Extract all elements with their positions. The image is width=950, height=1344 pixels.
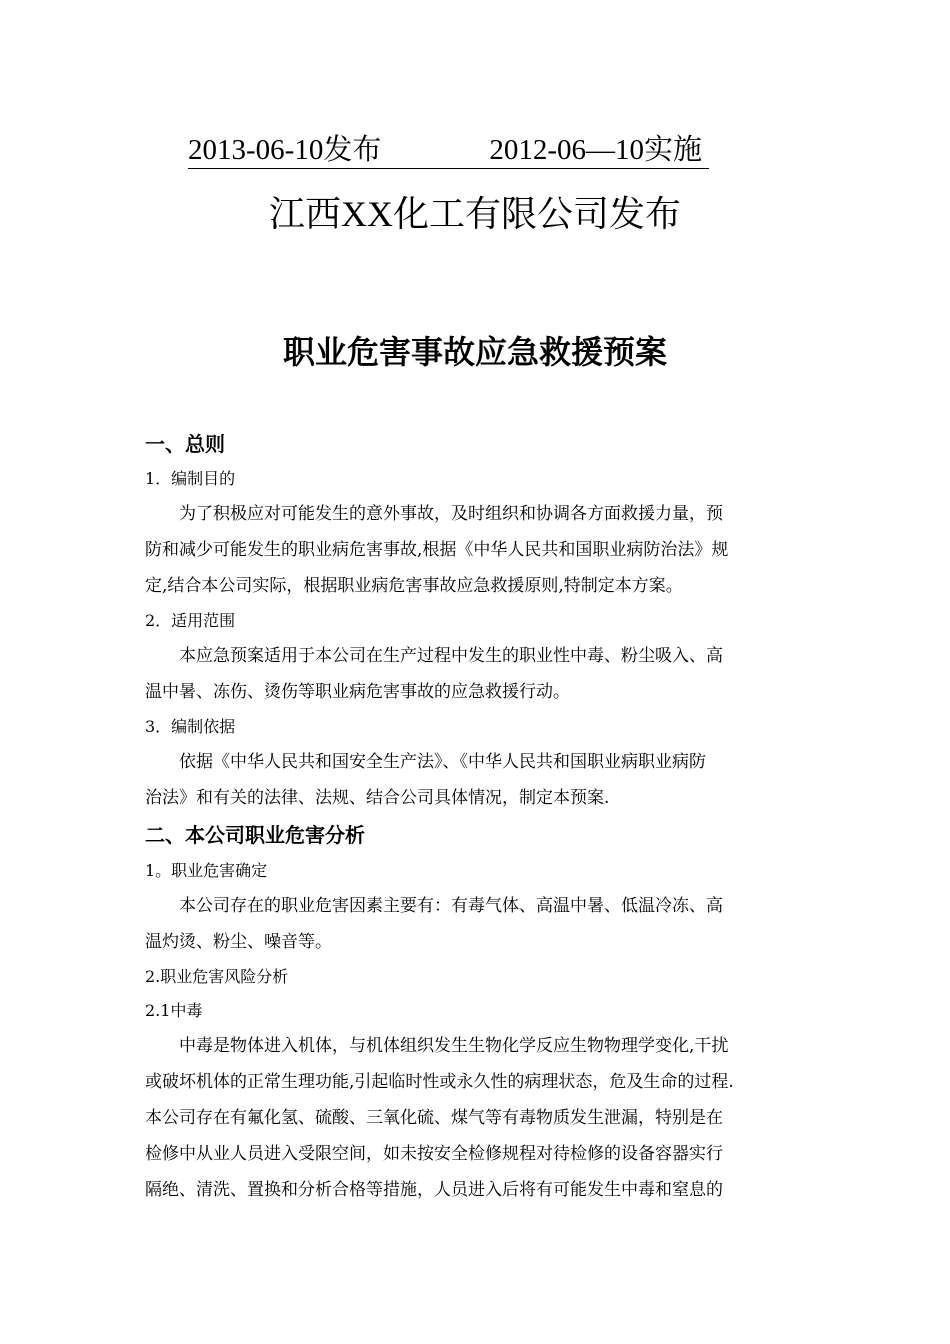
- paragraph-line: 温中暑、冻伤、烫伤等职业病危害事故的应急救援行动。: [145, 682, 570, 702]
- section-heading-hazard-analysis: 二、本公司职业危害分析: [145, 823, 365, 847]
- subheading-purpose: 1．编制目的: [145, 469, 236, 488]
- publish-date: 2013-06-10发布: [188, 134, 382, 166]
- subheading-hazard-identification: 1。职业危害确定: [145, 861, 268, 880]
- section-heading-general: 一、总则: [145, 432, 225, 456]
- document-body: [145, 426, 815, 1208]
- subheading-risk-analysis: 2.职业危害风险分析: [145, 967, 289, 986]
- document-title: 职业危害事故应急救援预案: [282, 333, 667, 371]
- paragraph-line: 为了积极应对可能发生的意外事故，及时组织和协调各方面救援力量，预: [179, 504, 723, 524]
- subheading-basis: 3．编制依据: [145, 717, 236, 736]
- subheading-scope: 2．适用范围: [145, 611, 236, 630]
- company-line: 江西XX化工有限公司发布: [269, 194, 681, 234]
- paragraph-line: 防和减少可能发生的职业病危害事故,根据《中华人民共和国职业病防治法》规: [145, 540, 729, 560]
- paragraph-line: 或破坏机体的正常生理功能,引起临时性或永久性的病理状态，危及生命的过程.: [145, 1072, 734, 1092]
- paragraph-line: 依据《中华人民共和国安全生产法》、《中华人民共和国职业病职业病防: [179, 752, 706, 772]
- paragraph-line: 定,结合本公司实际，根据职业病危害事故应急救援原则,特制定本方案。: [145, 576, 683, 596]
- paragraph-basis: [145, 744, 815, 816]
- paragraph-line: 治法》和有关的法律、法规、结合公司具体情况，制定本预案.: [145, 788, 610, 808]
- paragraph-poisoning: [145, 1028, 815, 1208]
- paragraph-hazard-identification: [145, 888, 815, 960]
- paragraph-line: 检修中从业人员进入受限空间，如未按安全检修规程对待检修的设备容器实行: [145, 1144, 723, 1164]
- effective-date: 2012-06—10实施: [489, 134, 702, 166]
- publish-effective-dates: [188, 133, 709, 169]
- paragraph-line: 温灼烫、粉尘、噪音等。: [145, 932, 332, 952]
- paragraph-line: 隔绝、清洗、置换和分析合格等措施，人员进入后将有可能发生中毒和窒息的: [145, 1180, 723, 1200]
- paragraph-line: 本应急预案适用于本公司在生产过程中发生的职业性中毒、粉尘吸入、高: [179, 646, 723, 666]
- paragraph-line: 本公司存在的职业危害因素主要有：有毒气体、高温中暑、低温冷冻、高: [179, 896, 723, 916]
- paragraph-scope: [145, 638, 815, 710]
- subheading-poisoning: 2.1中毒: [145, 1001, 203, 1020]
- paragraph-purpose: [145, 496, 815, 604]
- paragraph-line: 中毒是物体进入机体，与机体组织发生生物化学反应生物物理学变化,干扰: [179, 1036, 729, 1056]
- paragraph-line: 本公司存在有氟化氢、硫酸、三氧化硫、煤气等有毒物质发生泄漏，特别是在: [145, 1108, 723, 1128]
